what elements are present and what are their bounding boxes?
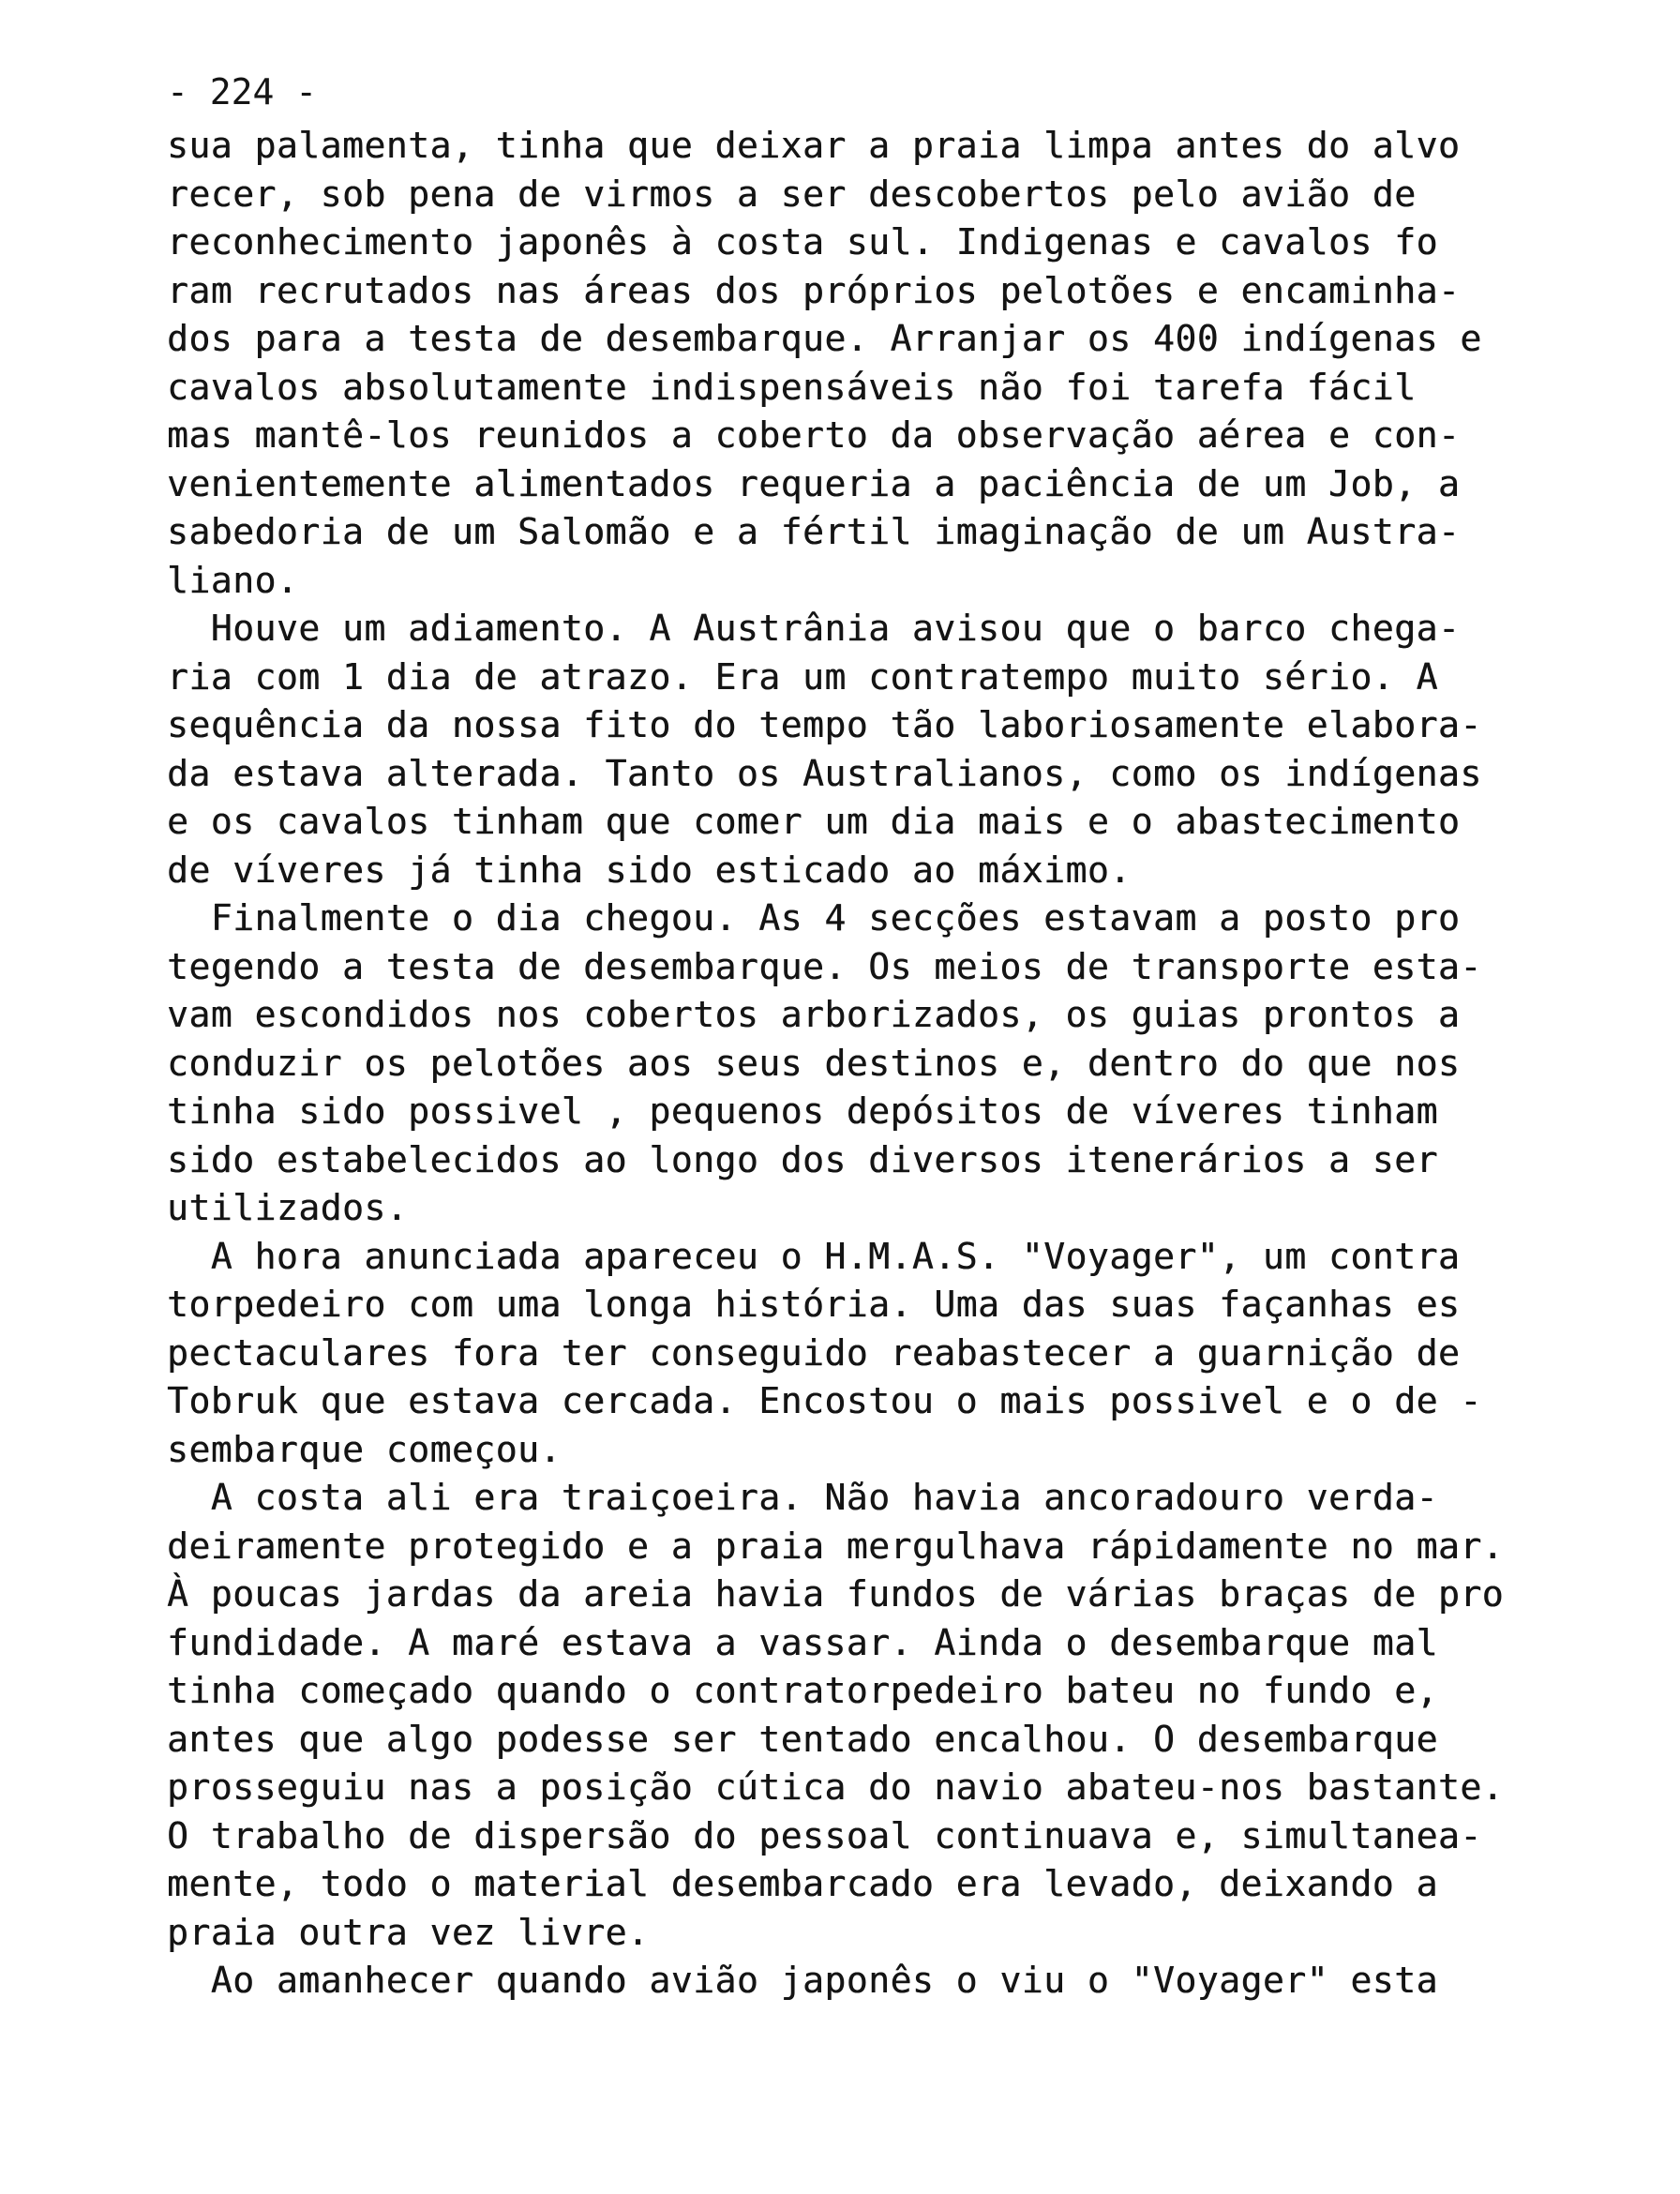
text-line: tegendo a testa de desembarque. Os meios de transporte esta- (167, 945, 1482, 987)
text-line: sabedoria de um Salomão e a fértil imaginação de um Austra- (167, 511, 1461, 552)
text-line: da estava alterada. Tanto os Australianos, como os indígenas (167, 752, 1482, 794)
text-line: cavalos absolutamente indispensáveis não foi tarefa fácil (167, 366, 1417, 408)
text-line: tinha sido possivel , pequenos depósitos de víveres tinham (167, 1090, 1438, 1132)
text-line: À poucas jardas da areia havia fundos de várias braças de pro (167, 1573, 1505, 1615)
text-line: praia outra vez livre. (167, 1911, 650, 1953)
text-line: sequência da nossa fito do tempo tão laboriosamente elabora- (167, 704, 1482, 745)
text-line: e os cavalos tinham que comer um dia mais e o abastecimento (167, 801, 1461, 842)
text-line: tinha começado quando o contratorpedeiro bateu no fundo e, (167, 1670, 1438, 1711)
text-line: venientemente alimentados requeria a paciência de um Job, a (167, 462, 1461, 504)
text-line: mas mantê-los reunidos a coberto da observação aérea e con- (167, 414, 1461, 456)
text-line: deiramente protegido e a praia mergulhava rápidamente no mar. (167, 1525, 1505, 1567)
text-line: Finalmente o dia chegou. As 4 secções estavam a posto pro (167, 897, 1461, 939)
text-line: sembarque começou. (167, 1428, 562, 1470)
text-line: recer, sob pena de virmos a ser descobertos pelo avião de (167, 173, 1417, 215)
text-line: sido estabelecidos ao longo dos diversos itenerários a ser (167, 1138, 1438, 1180)
text-line: torpedeiro com uma longa história. Uma das suas façanhas es (167, 1284, 1461, 1325)
text-line: Ao amanhecer quando avião japonês o viu o "Voyager" esta (167, 1960, 1438, 2001)
body-text (167, 122, 1629, 2006)
text-line: Tobruk que estava cercada. Encostou o mais possivel e o de - (167, 1380, 1482, 1421)
text-line: de víveres já tinha sido esticado ao máximo. (167, 849, 1132, 891)
text-line: dos para a testa de desembarque. Arranjar os 400 indígenas e (167, 318, 1482, 359)
text-line: sua palamenta, tinha que deixar a praia limpa antes do alvo (167, 125, 1461, 166)
text-line: prosseguiu nas a posição cútica do navio abateu-nos bastante. (167, 1766, 1505, 1808)
text-line: reconhecimento japonês à costa sul. Indigenas e cavalos fo (167, 221, 1438, 263)
text-line: liano. (167, 559, 299, 601)
text-line: conduzir os pelotões aos seus destinos e, dentro do que nos (167, 1042, 1461, 1084)
text-line: O trabalho de dispersão do pessoal continuava e, simultanea- (167, 1814, 1482, 1856)
text-line: utilizados. (167, 1187, 409, 1228)
text-line: A costa ali era traiçoeira. Não havia ancoradouro verda- (167, 1477, 1438, 1518)
text-line: pectaculares fora ter conseguido reabastecer a guarnição de (167, 1331, 1461, 1374)
text-line: ram recrutados nas áreas dos próprios pelotões e encaminha- (167, 269, 1461, 311)
text-line: ria com 1 dia de atrazo. Era um contratempo muito sério. A (167, 655, 1438, 698)
page-number: - 224 - (167, 71, 318, 113)
text-line: mente, todo o material desembarcado era levado, deixando a (167, 1863, 1438, 1904)
text-line: vam escondidos nos cobertos arborizados, os guias prontos a (167, 994, 1461, 1035)
text-line: fundidade. A maré estava a vassar. Ainda o desembarque mal (167, 1621, 1438, 1663)
text-line: antes que algo podesse ser tentado encalhou. O desembarque (167, 1718, 1438, 1760)
text-line: Houve um adiamento. A Austrânia avisou que o barco chega- (167, 608, 1461, 649)
text-line: A hora anunciada apareceu o H.M.A.S. "Voyager", um contra (167, 1235, 1461, 1277)
